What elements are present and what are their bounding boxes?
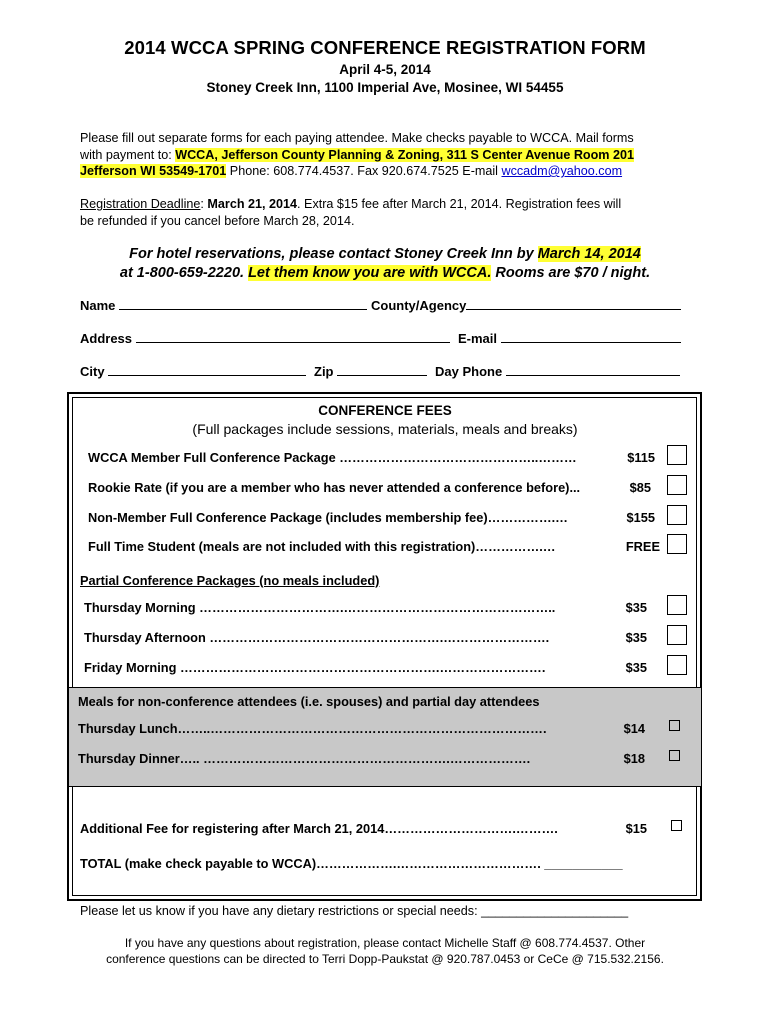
email-line[interactable]	[501, 330, 681, 343]
zip-label: Zip	[314, 364, 334, 379]
footer-contact-line2: conference questions can be directed to Terri Dopp-Paukstat @ 920.787.0453 or CeCe @ 715.532.2156.	[106, 952, 664, 966]
zip-line[interactable]	[337, 363, 427, 376]
checkbox-member[interactable]	[667, 445, 687, 465]
county-line[interactable]	[466, 297, 681, 310]
phone-fax-text: Phone: 608.774.4537. Fax 920.674.7525 E-mail	[226, 164, 502, 178]
county-label: County/Agency	[371, 298, 467, 313]
checkbox-thursday-afternoon[interactable]	[667, 625, 687, 645]
event-dates: April 4-5, 2014	[339, 62, 431, 77]
address-field[interactable]	[80, 330, 450, 346]
price-member: $115	[627, 450, 655, 465]
price-dinner: $18	[623, 751, 645, 766]
footer-contact-line1: If you have any questions about registration, please contact Michelle Staff @ 608.774.4537. Other	[124, 936, 646, 950]
package-row-student: Full Time Student (meals are not included with this registration)…………….…	[88, 539, 556, 554]
meals-heading: Meals for non-conference attendees (i.e. spouses) and partial day attendees	[78, 694, 540, 709]
mailing-address-highlight-2: Jefferson WI 53549-1701	[80, 164, 227, 178]
meal-row-lunch: Thursday Lunch……..…………………………………………………………………….	[78, 721, 547, 736]
name-line[interactable]	[119, 297, 367, 310]
day-phone-field[interactable]	[435, 363, 680, 379]
hotel-line1	[0, 244, 770, 264]
checkbox-lunch[interactable]	[669, 720, 680, 731]
city-line[interactable]	[108, 363, 306, 376]
city-label: City	[80, 364, 105, 379]
package-row-member: WCCA Member Full Conference Package ………………………………………..………	[88, 450, 577, 465]
address-line[interactable]	[136, 330, 450, 343]
deadline-text1: . Extra $15 fee after March 21, 2014. Registration fees will	[297, 197, 622, 211]
partial-row-friday-morning: Friday Morning …………………………………………………….…………………….	[84, 660, 546, 675]
price-nonmember: $155	[626, 510, 655, 525]
price-additional: $15	[625, 821, 647, 836]
price-lunch: $14	[623, 721, 645, 736]
deadline-colon: :	[200, 197, 208, 211]
additional-fee-row: Additional Fee for registering after March 21, 2014………………………….……….	[80, 821, 558, 836]
checkbox-additional[interactable]	[671, 820, 682, 831]
package-row-rookie: Rookie Rate (if you are a member who has never attended a conference before)...	[88, 480, 581, 495]
checkbox-dinner[interactable]	[669, 750, 680, 761]
city-field[interactable]	[80, 363, 306, 379]
day-phone-line[interactable]	[506, 363, 680, 376]
hotel-line1-text: For hotel reservations, please contact Stoney Creek Inn by	[129, 246, 538, 262]
fees-subheading: (Full packages include sessions, materials, meals and breaks)	[192, 421, 578, 437]
email-label: E-mail	[458, 331, 498, 346]
intro-paragraph	[80, 130, 700, 180]
county-field[interactable]	[371, 297, 681, 313]
price-rookie: $85	[629, 480, 651, 495]
email-link[interactable]: wccadm@yahoo.com	[501, 164, 623, 178]
intro-with-payment: with payment to:	[80, 147, 176, 162]
mailing-address-highlight-1: WCCA, Jefferson County Planning & Zoning, 311 S Center Avenue Room 201	[175, 147, 635, 162]
checkbox-nonmember[interactable]	[667, 505, 687, 525]
deadline-text2: be refunded if you cancel before March 28, 2014.	[80, 213, 355, 228]
checkbox-friday-morning[interactable]	[667, 655, 687, 675]
hotel-line2	[0, 263, 770, 283]
price-thursday-morning: $35	[625, 600, 647, 615]
fees-heading: CONFERENCE FEES	[318, 403, 452, 418]
partial-row-thursday-morning: Thursday Morning …………………………….…………………………………………..	[84, 600, 556, 615]
intro-line1: Please fill out separate forms for each paying attendee. Make checks payable to WCCA. Mail forms	[80, 131, 634, 145]
dietary-restrictions-field[interactable]: Please let us know if you have any dietary restrictions or special needs: _____________________	[80, 904, 629, 918]
event-venue: Stoney Creek Inn, 1100 Imperial Ave, Mosinee, WI 54455	[206, 80, 564, 95]
name-field[interactable]	[80, 297, 367, 313]
partial-heading: Partial Conference Packages (no meals included)	[80, 573, 380, 588]
deadline-label: Registration Deadline	[80, 197, 201, 211]
checkbox-rookie[interactable]	[667, 475, 687, 495]
hotel-rate-text: Rooms are $70 / night.	[491, 265, 651, 281]
address-label: Address	[80, 331, 133, 346]
form-title: 2014 WCCA SPRING CONFERENCE REGISTRATION FORM	[124, 37, 646, 58]
hotel-wcca-highlight: Let them know you are with WCCA.	[248, 265, 492, 281]
price-friday-morning: $35	[625, 660, 647, 675]
checkbox-student[interactable]	[667, 534, 687, 554]
zip-field[interactable]	[314, 363, 427, 379]
price-thursday-afternoon: $35	[625, 630, 647, 645]
checkbox-thursday-morning[interactable]	[667, 595, 687, 615]
meal-row-dinner: Thursday Dinner….. ………………………………………………….……………….	[78, 751, 531, 766]
total-row[interactable]: TOTAL (make check payable to WCCA)……………….……………………………. ___________	[80, 856, 623, 871]
price-student: FREE	[625, 539, 660, 554]
email-field[interactable]	[458, 330, 681, 346]
package-row-nonmember: Non-Member Full Conference Package (includes membership fee)…………….…	[88, 510, 568, 525]
name-label: Name	[80, 298, 116, 313]
deadline-date: March 21, 2014	[207, 197, 298, 211]
hotel-phone-text: at 1-800-659-2220.	[119, 265, 249, 281]
deadline-paragraph	[80, 196, 700, 229]
hotel-deadline-highlight: March 14, 2014	[537, 246, 641, 262]
day-phone-label: Day Phone	[435, 364, 503, 379]
partial-row-thursday-afternoon: Thursday Afternoon ……………………………………………….…………………….	[84, 630, 550, 645]
